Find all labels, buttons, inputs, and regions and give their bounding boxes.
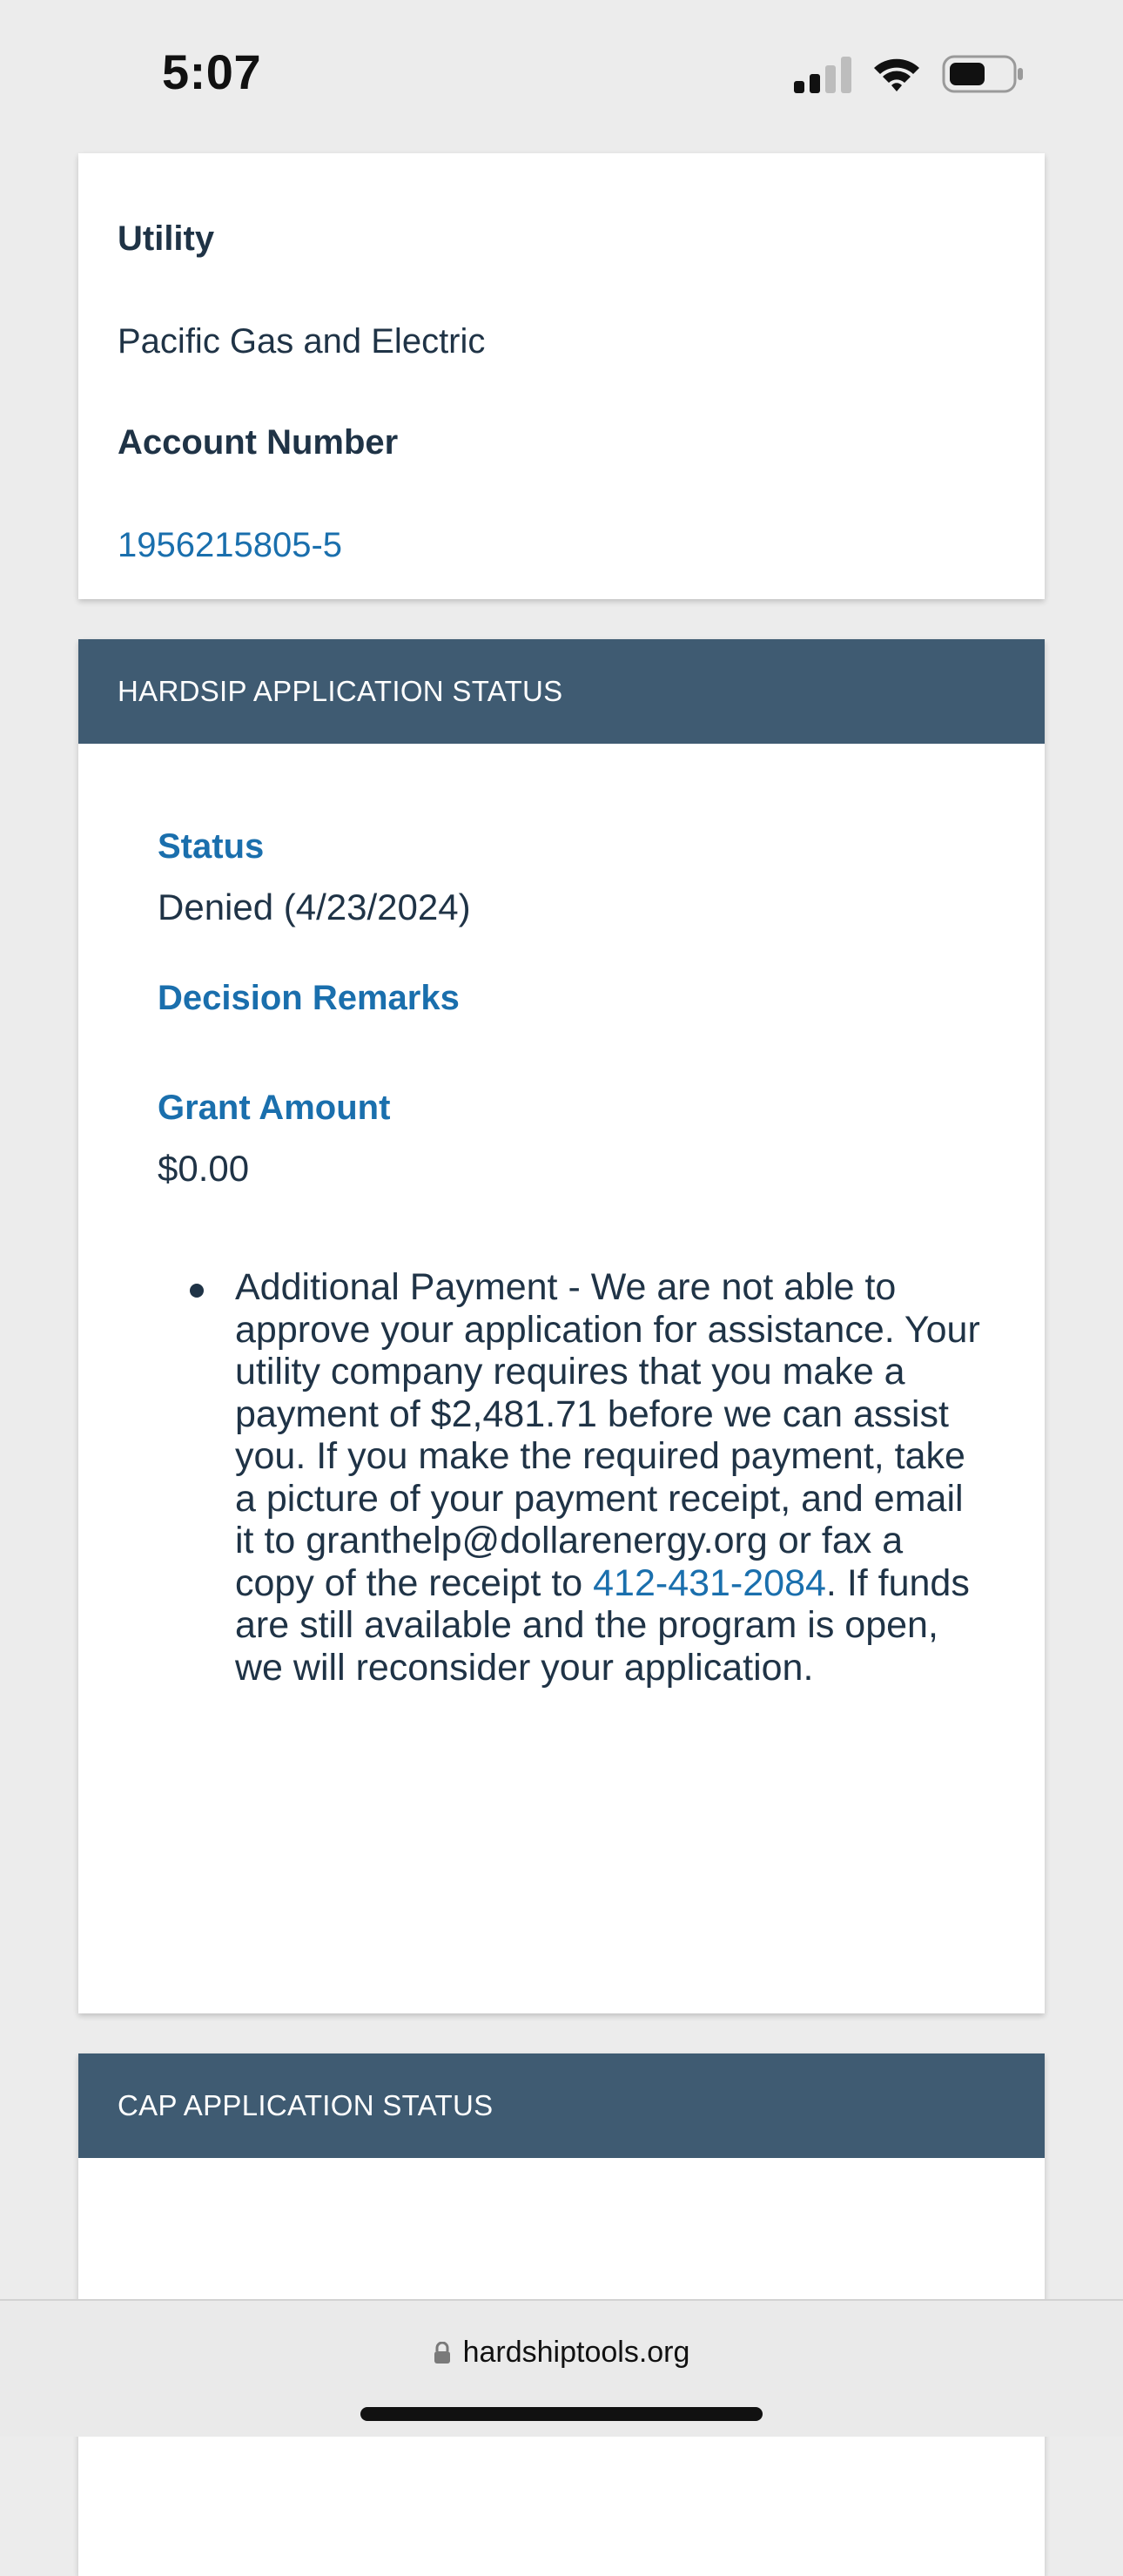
wifi-icon xyxy=(872,56,921,92)
list-item xyxy=(235,1266,984,1689)
account-number-link[interactable]: 1956215805-5 xyxy=(118,526,343,564)
remark-text: Additional Payment - We are not able to approve your application for assistance. Your utility company requires that you make a payment of $2,481.71 before we can assist you. If you make the required payment, take a picture of your payment receipt, and email it to granthelp@dollarenergy.org or fax a copy of the receipt to xyxy=(235,1266,980,1604)
cellular-signal-icon xyxy=(794,55,851,93)
decision-remarks-label: Decision Remarks xyxy=(158,979,460,1017)
fax-phone-link[interactable]: 412-431-2084 xyxy=(593,1561,826,1604)
hardship-header-title: HARDSIP APPLICATION STATUS xyxy=(118,675,563,707)
address-bar[interactable] xyxy=(0,2336,1123,2370)
bullet-icon xyxy=(190,1284,204,1298)
hardship-section-header xyxy=(78,639,1045,744)
cap-header-title: CAP APPLICATION STATUS xyxy=(118,2089,494,2121)
status-time: 5:07 xyxy=(162,44,262,99)
battery-icon xyxy=(942,54,1025,94)
utility-value: Pacific Gas and Electric xyxy=(118,322,486,361)
lock-icon xyxy=(434,2342,451,2364)
status-label: Status xyxy=(158,827,265,866)
grant-amount-value: $0.00 xyxy=(158,1148,250,1189)
utility-card xyxy=(78,153,1045,599)
status-bar xyxy=(0,0,1123,152)
remark-text-end: . If funds are still available and the program is open, we will reconsider your application. xyxy=(235,1561,970,1689)
account-number-label: Account Number xyxy=(118,423,399,462)
status-value: Denied (4/23/2024) xyxy=(158,887,471,927)
decision-remarks-list xyxy=(235,1266,984,1689)
cap-section-header xyxy=(78,2053,1045,2158)
browser-bottom-bar xyxy=(0,2299,1123,2437)
grant-amount-label: Grant Amount xyxy=(158,1089,391,1127)
status-icons xyxy=(794,54,1025,94)
home-indicator[interactable] xyxy=(360,2407,763,2421)
url-text[interactable]: hardshiptools.org xyxy=(462,2336,690,2369)
utility-label: Utility xyxy=(118,219,215,258)
hardship-status-card xyxy=(78,639,1045,2013)
